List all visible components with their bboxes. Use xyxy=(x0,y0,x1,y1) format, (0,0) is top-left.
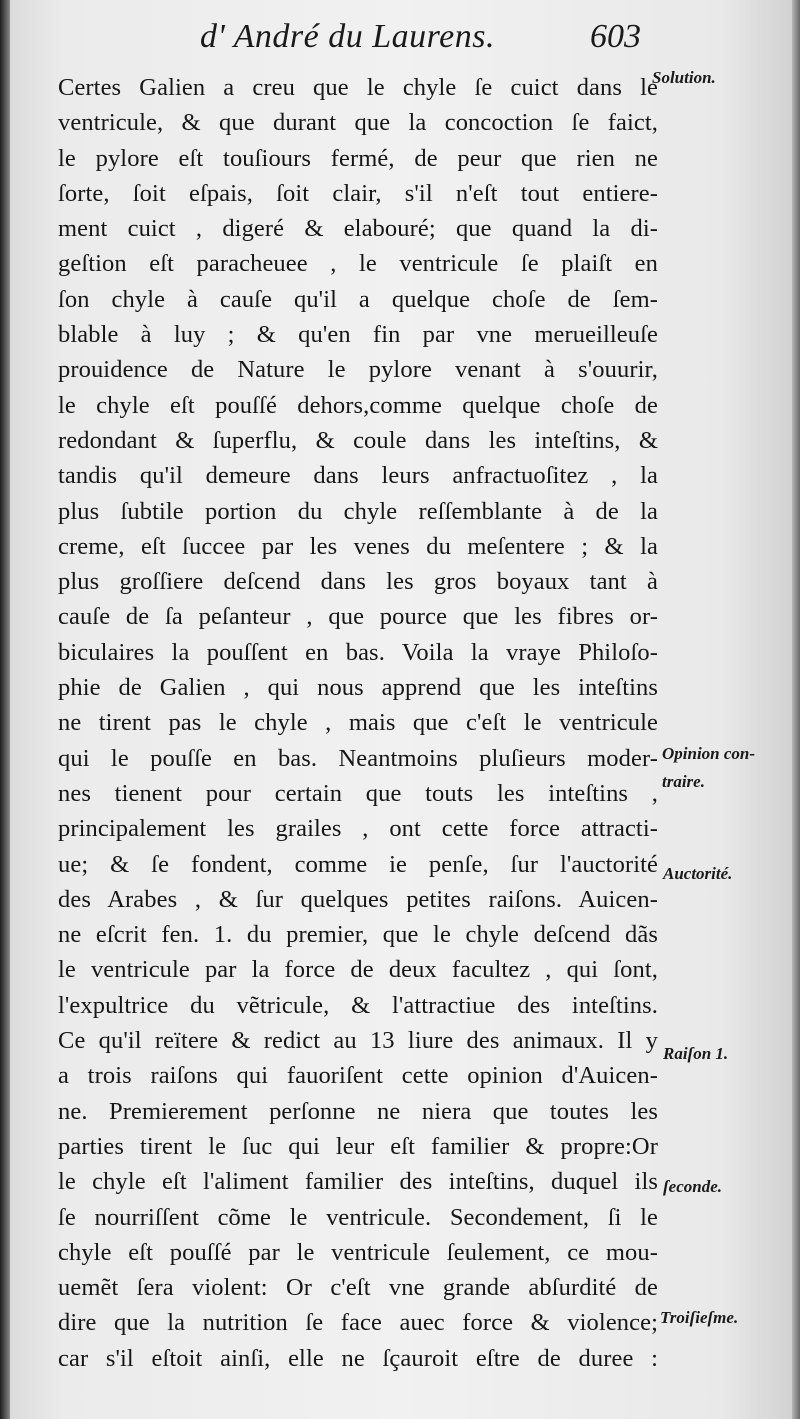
running-title: d' André du Laurens. xyxy=(200,18,495,55)
text-line: creme, eſt ſuccee par les venes du meſentere ; & la xyxy=(58,532,658,560)
text-line: Ce qu'il reïtere & redict au 13 liure des animaux. Il y xyxy=(58,1027,658,1055)
text-line: ne tirent pas le chyle , mais que c'eſt le ventricule xyxy=(58,709,658,737)
text-line: ne eſcrit fen. 1. du premier, que le chyle deſcend dãs xyxy=(58,921,658,949)
body-text xyxy=(58,70,658,1376)
text-line: le chyle eſt l'aliment familier des inteſtins, duquel ils xyxy=(58,1168,658,1196)
text-line: phie de Galien , qui nous apprend que les inteſtins xyxy=(58,674,658,702)
text-line: l'expultrice du vẽtricule, & l'attractiue des inteſtins. xyxy=(58,991,658,1019)
page-header xyxy=(0,14,800,66)
text-line: plus groſſiere deſcend dans les gros boyaux tant à xyxy=(58,568,658,596)
page-gutter-shadow xyxy=(0,0,10,1419)
text-line: parties tirent le ſuc qui leur eſt familier & propre:Or xyxy=(58,1132,658,1160)
text-line: qui le pouſſe en bas. Neantmoins pluſieurs moder- xyxy=(58,744,658,772)
text-line: des Arabes , & ſur quelques petites raiſons. Auicen- xyxy=(58,885,658,913)
text-line: chyle eſt pouſſé par le ventricule ſeulement, ce mou- xyxy=(58,1238,658,1266)
margin-note-opinion: Opinion con-traire. xyxy=(662,744,756,791)
text-line: ne. Premierement perſonne ne niera que toutes les xyxy=(58,1097,658,1125)
text-line: cauſe de ſa peſanteur , que pource que les fibres or- xyxy=(58,603,658,631)
margin-note-reason-1: Raiſon 1. xyxy=(663,1044,729,1063)
text-line: Certes Galien a creu que le chyle ſe cuict dans le xyxy=(58,74,658,101)
text-line: tandis qu'il demeure dans leurs anfractuoſitez , la xyxy=(58,462,658,490)
text-line: ſon chyle à cauſe qu'il a quelque choſe de ſem- xyxy=(58,285,658,313)
page-number: 603 xyxy=(590,18,641,55)
text-line: ſorte, ſoit eſpais, ſoit clair, s'il n'eſt tout entiere- xyxy=(58,179,658,207)
text-line: ue; & ſe fondent, comme ie penſe, ſur l'auctorité xyxy=(58,850,658,878)
margin-note-third: Troiſieſme. xyxy=(660,1308,739,1327)
text-line: blable à luy ; & qu'en fin par vne merueilleuſe xyxy=(58,321,658,349)
text-line: dire que la nutrition ſe face auec force & violence; xyxy=(58,1309,658,1337)
text-line: a trois raiſons qui fauoriſent cette opinion d'Auicen- xyxy=(58,1062,658,1090)
margin-note-authority: Auctorité. xyxy=(663,864,733,883)
margin-note-second: ſeconde. xyxy=(663,1177,723,1196)
text-line: principalement les grailes , ont cette force attracti- xyxy=(58,815,658,843)
text-line: nes tienent pour certain que touts les inteſtins , xyxy=(58,779,658,807)
text-line: le ventricule par la force de deux facultez , qui ſont, xyxy=(58,956,658,984)
text-line: biculaires la pouſſent en bas. Voila la vraye Philoſo- xyxy=(58,638,658,666)
text-line: car s'il eſtoit ainſi, elle ne ſçauroit eſtre de duree : xyxy=(58,1344,658,1372)
text-line: ventricule, & que durant que la concoction ſe faict, xyxy=(58,109,658,137)
text-line: redondant & ſuperflu, & coule dans les inteſtins, & xyxy=(58,426,658,454)
text-line: le pylore eſt touſiours fermé, de peur que rien ne xyxy=(58,144,658,172)
text-line: prouidence de Nature le pylore venant à s'ouurir, xyxy=(58,356,658,384)
text-line: uemẽt ſera violent: Or c'eſt vne grande abſurdité de xyxy=(58,1274,658,1302)
margin-note-solution: Solution. xyxy=(652,68,716,87)
page-edge-shadow xyxy=(792,0,800,1419)
text-line: ment cuict , digeré & elabouré; que quand la di- xyxy=(58,215,658,243)
text-line: ſe nourriſſent cõme le ventricule. Secondement, ſi le xyxy=(58,1203,658,1231)
text-line: le chyle eſt pouſſé dehors,comme quelque choſe de xyxy=(58,391,658,419)
text-line: geſtion eſt paracheuee , le ventricule ſe plaiſt en xyxy=(58,250,658,278)
text-line: plus ſubtile portion du chyle reſſemblante à de la xyxy=(58,497,658,525)
